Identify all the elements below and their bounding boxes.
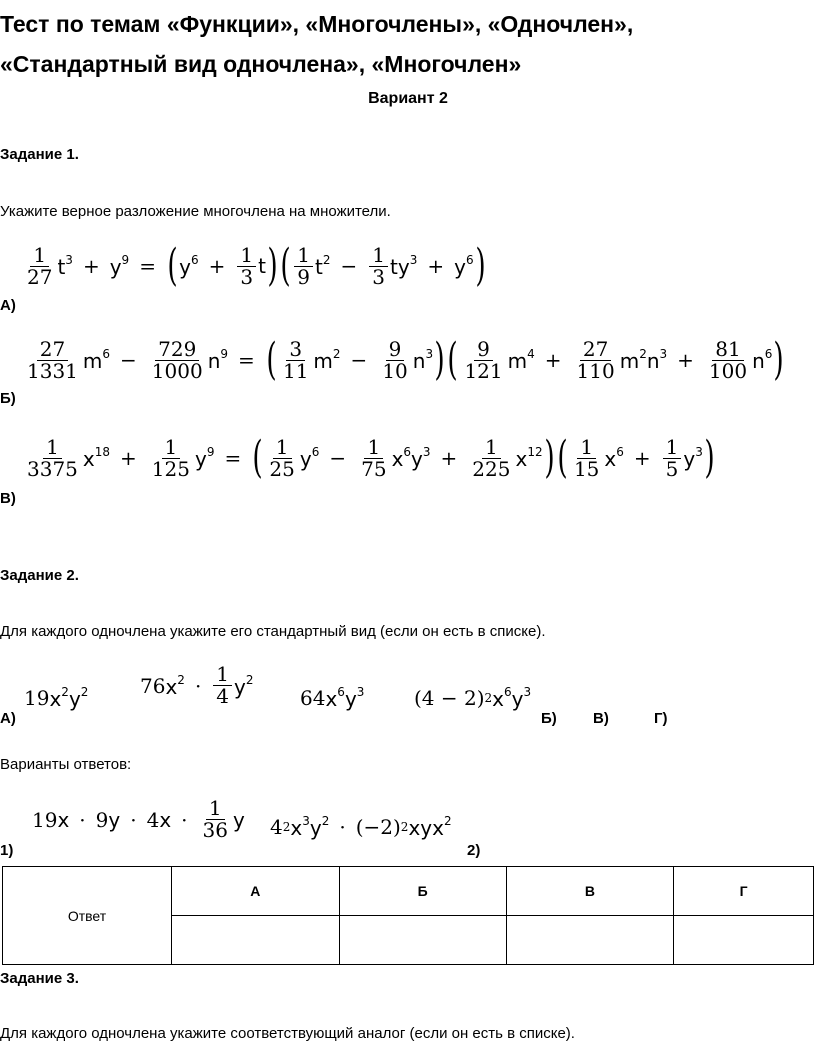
task2-heading: Задание 2. (0, 567, 79, 584)
answer-table (2, 866, 814, 965)
task2-question: Для каждого одночлена укажите его стандартный вид (если он есть в списке). (0, 623, 546, 640)
task1-formula-c: $\frac{1}{3375}$ $x^{18}$ + $\frac{1}{125}$ $y^9$ = ( $\frac{1}{25}$ $y^6$ − $\frac{1}{75}$ $x^6y^3$ + $\frac{1}{225}$ $x^{12}$ ) ( $\frac{1}{15}$ $x^6$ + $\frac{1}{5}$ $y^3$ ) (27, 432, 715, 483)
answer-option-1: 19 x · 9 y · 4 x · $\frac{1}{36}$ y (32, 796, 245, 842)
page-title (0, 4, 633, 84)
monomial-d: (4 − 2) 2 $x^6y^3$ (414, 685, 532, 711)
task1-option-c-label: В) (0, 490, 16, 507)
monomial-b: 76 $x^2$ · $\frac{1}{4}$ $y^2$ (140, 662, 254, 708)
task2-label-a: А) (0, 710, 16, 727)
answer-label-2: 2) (467, 842, 481, 859)
variant-heading: Вариант 2 (368, 90, 448, 107)
answers-heading: Варианты ответов: (0, 756, 132, 773)
monomial-a: 19 $x^2y^2$ (24, 685, 89, 711)
task1-option-a-label: А) (0, 297, 16, 314)
title-line-1: Тест по темам «Функции», «Многочлены», «Одночлен», (0, 11, 634, 37)
task1-question: Укажите верное разложение многочлена на множители. (0, 203, 391, 220)
task2-label-d: Г) (654, 710, 668, 727)
task1-formula-a: $\frac{1}{27}$ $t^3$ + $y^9$ = ( $y^6$ + $\frac{1}{3}$ t ) ( $\frac{1}{9}$ $t^2$ − $\frac{1}{3}$ $ty^3$ + $y^6$ ) (27, 240, 486, 291)
task2-label-c: В) (593, 710, 609, 727)
answer-label-1: 1) (0, 842, 14, 859)
answer-row-label: Ответ (3, 867, 172, 965)
title-line-2: «Стандартный вид одночлена», «Многочлен» (0, 51, 522, 77)
task2-label-b: Б) (541, 710, 557, 727)
answer-cell-b[interactable] (339, 916, 506, 965)
task1-heading: Задание 1. (0, 146, 79, 163)
monomial-c: 64 $x^6y^3$ (300, 685, 365, 711)
answer-cell-a[interactable] (172, 916, 340, 965)
task1-option-b-label: Б) (0, 390, 16, 407)
answer-header-c: В (506, 867, 674, 916)
answer-header-d: Г (674, 867, 814, 916)
task3-question: Для каждого одночлена укажите соответствующий аналог (если он есть в списке). (0, 1025, 575, 1042)
answer-header-b: Б (339, 867, 506, 916)
task3-heading: Задание 3. (0, 970, 79, 987)
task1-formula-b: $\frac{27}{1331}$ $m^6$ − $\frac{729}{1000}$ $n^9$ = ( $\frac{3}{11}$ $m^2$ − $\frac{9}{10}$ $n^3$ ) ( $\frac{9}{121}$ $m^4$ + $\frac{27}{110}$ $m^2n^3$ + $\frac{81}{100}$ $n^6$ ) (27, 334, 785, 385)
answer-cell-c[interactable] (506, 916, 674, 965)
answer-header-a: А (172, 867, 340, 916)
answer-option-2: 4 2 $x^3y^2$ · (−2) 2 xyx$^2$ (270, 814, 452, 840)
answer-cell-d[interactable] (674, 916, 814, 965)
